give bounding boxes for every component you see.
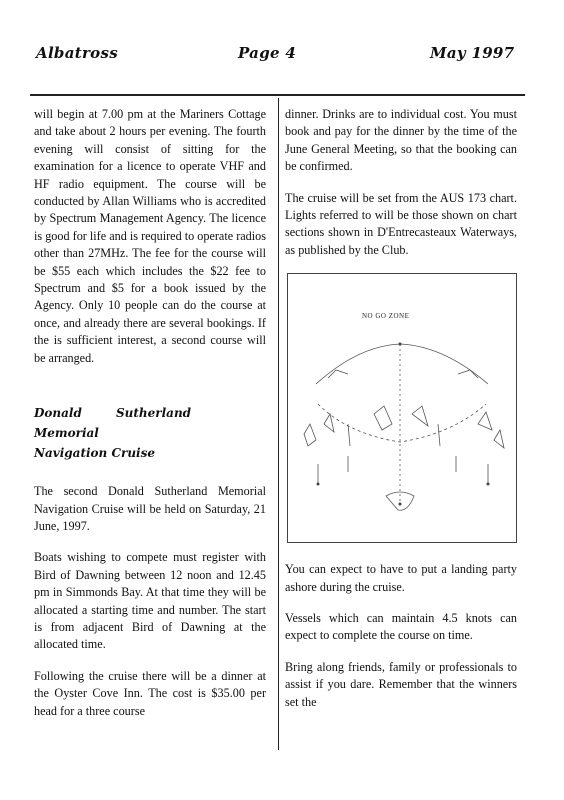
sketch-marker	[318, 456, 488, 484]
column-divider	[278, 98, 279, 750]
registration-paragraph: Boats wishing to compete must register with Bird of Dawning between 12 noon and 12.45 pm in Simmonds Bay. At that time they will be allocated a starting time and number. The start is from adjacent Bird of Dawning at the allocated time.	[34, 550, 266, 652]
sketch-land	[304, 424, 316, 446]
sketch-point	[399, 503, 402, 506]
radio-course-paragraph: will begin at 7.00 pm at the Mariners Cottage and take about 2 hours per evening. The fourth evening will consist of sitting for the examination for a licence to operate VHF and HF radio equipment. The course will be conducted by Allan Williams who is accredited by Spectrum Management Agency. The licence is good for life and is required to operate radios other than 27MHz. The fee for the course will be $55 each which includes the $22 fee to Spectrum and $5 for a book issued by the Agency. Only 10 people can do the course at once, and already there are several bookings. If the is sufficient interest, a second course will be arranged.	[34, 107, 266, 365]
heading-word: Sutherland	[116, 406, 192, 421]
chart-sketch-drawing	[288, 274, 516, 542]
crew-paragraph: Bring along friends, family or professionals to assist if you dare. Remember that the winners set the	[285, 659, 517, 709]
page-header	[0, 34, 564, 64]
sketch-arc	[316, 344, 488, 384]
sketch-arc	[318, 404, 486, 442]
sketch-land	[478, 412, 492, 430]
issue-date: May 1997	[430, 44, 515, 62]
section-heading	[34, 403, 266, 463]
heading-word: Donald	[34, 406, 82, 421]
left-column	[34, 106, 266, 734]
no-go-zone-label: NO GO ZONE	[362, 312, 410, 321]
sketch-point	[317, 483, 320, 486]
right-column	[285, 106, 517, 725]
cruise-date-paragraph: The second Donald Sutherland Memorial Navigation Cruise will be held on Saturday, 21 June, 1997.	[34, 484, 266, 533]
sketch-marker	[348, 424, 440, 446]
sketch-point	[487, 483, 490, 486]
dinner-paragraph: Following the cruise there will be a dinner at the Oyster Cove Inn. The cost is $35.00 per head for a three course	[34, 668, 266, 718]
sketch-land	[412, 406, 428, 426]
chart-paragraph: The cruise will be set from the AUS 173 chart. Lights referred to will be those shown on chart sections shown in D'Entrecasteaux Waterways, as published by the Club.	[285, 190, 517, 257]
dinner-booking-paragraph: dinner. Drinks are to individual cost. You must book and pay for the dinner by the time of the June General Meeting, so that the booking can be confirmed.	[285, 107, 517, 174]
sketch-land	[494, 430, 504, 448]
vessel-speed-paragraph: Vessels which can maintain 4.5 knots can expect to complete the course on time.	[285, 611, 517, 643]
heading-word: Memorial	[34, 426, 99, 441]
page-number: Page 4	[238, 44, 297, 62]
newsletter-title: Albatross	[36, 44, 118, 62]
heading-line: Navigation Cruise	[34, 446, 155, 461]
landing-party-paragraph: You can expect to have to put a landing party ashore during the cruise.	[285, 562, 517, 594]
sketch-point	[399, 343, 402, 346]
header-rule	[30, 94, 525, 96]
chart-sketch-figure	[287, 273, 517, 543]
sketch-land	[374, 406, 392, 430]
